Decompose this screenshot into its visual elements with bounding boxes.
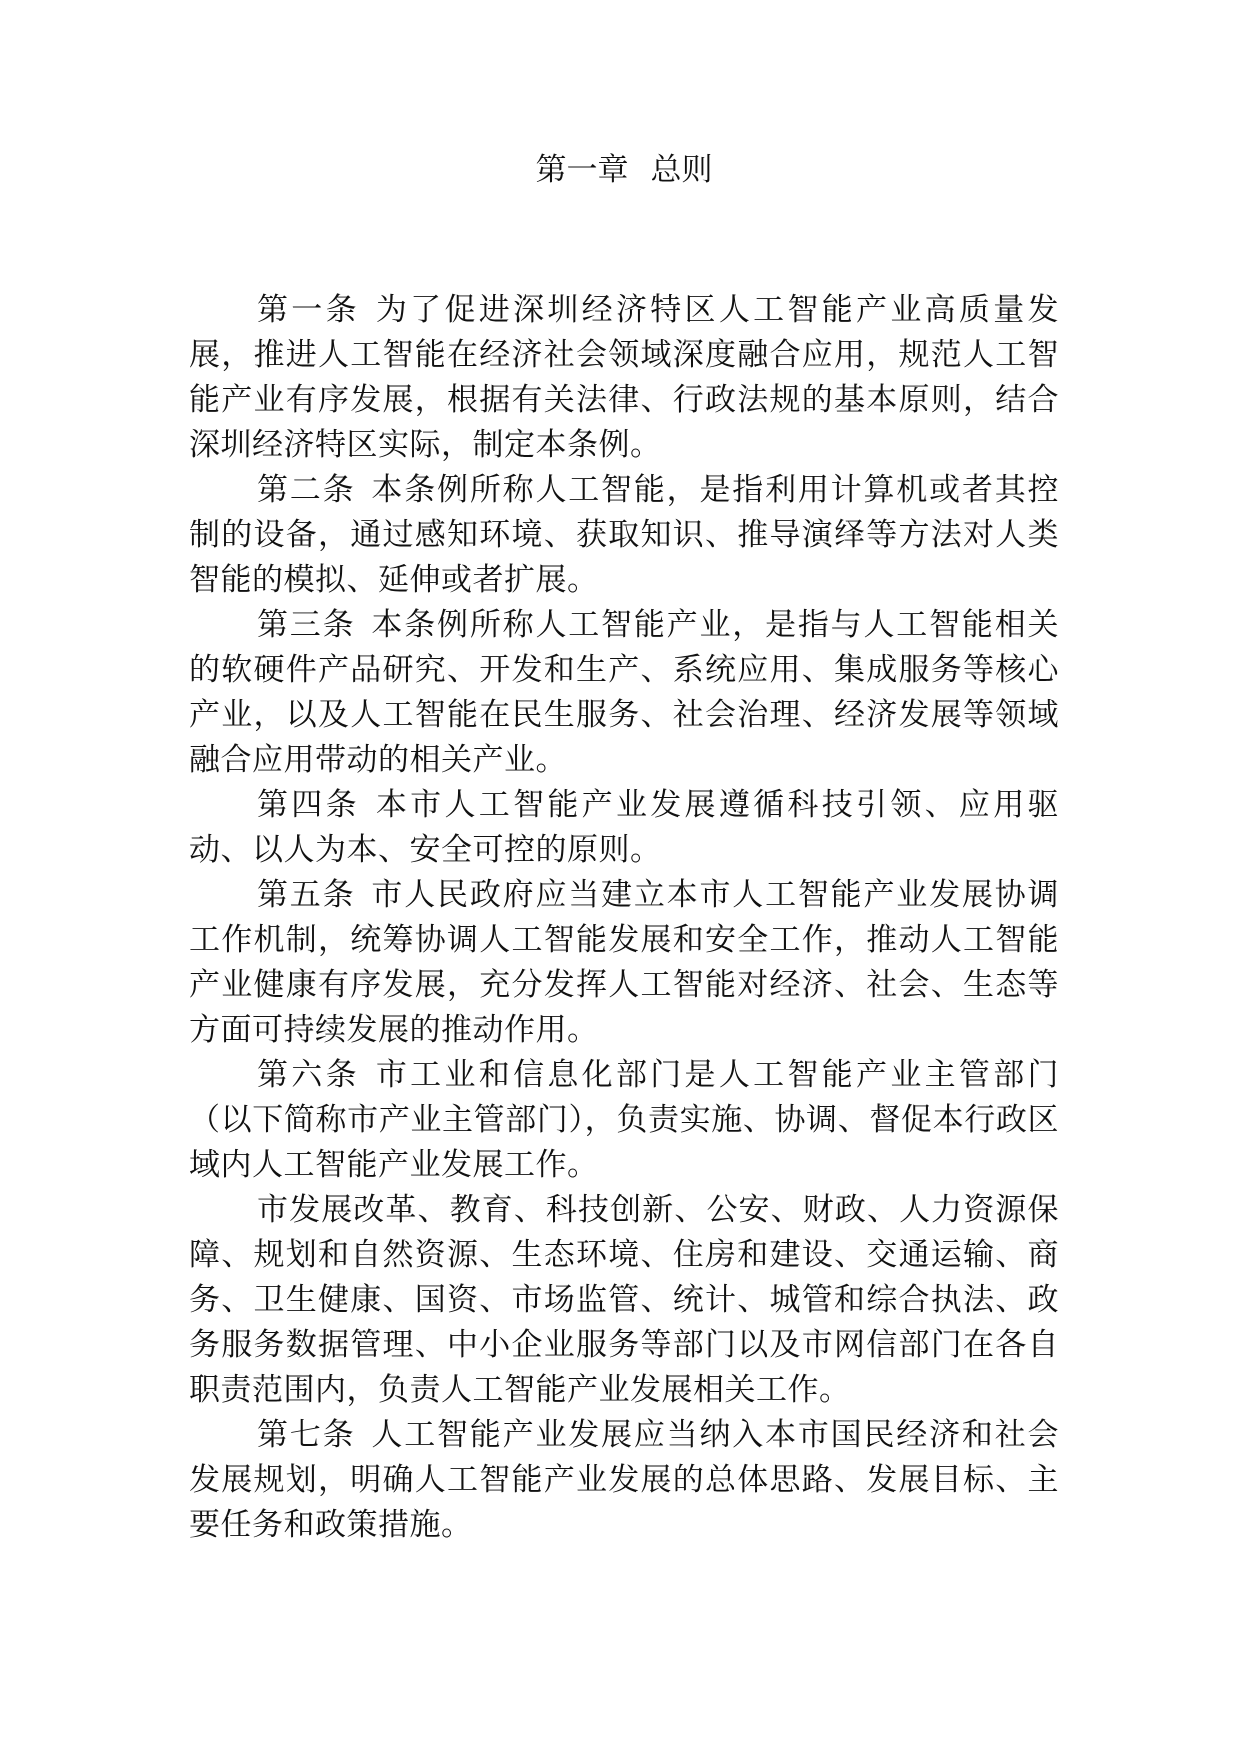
chapter-title: [189, 150, 1059, 190]
article-text: 市人民政府应当建立本市人工智能产业发展协调工作机制，统筹协调人工智能发展和安全工作，推动人工智能产业健康有序发展，充分发挥人工智能对经济、社会、生态等方面可持续发展的推动作用。: [189, 877, 1060, 1048]
article-list: [189, 288, 1059, 1548]
article-7: [189, 1413, 1059, 1548]
article-label: 第六条: [257, 1057, 360, 1093]
article-5: [189, 873, 1059, 1053]
article-6-paragraph-2: [189, 1188, 1059, 1413]
article-3: [189, 603, 1059, 783]
article-text: 本条例所称人工智能产业，是指与人工智能相关的软硬件产品研究、开发和生产、系统应用、集成服务等核心产业，以及人工智能在民生服务、社会治理、经济发展等领域融合应用带动的相关产业。: [189, 607, 1060, 778]
article-label: 第二条: [257, 472, 356, 508]
article-label: 第四条: [257, 787, 360, 823]
article-text: 人工智能产业发展应当纳入本市国民经济和社会发展规划，明确人工智能产业发展的总体思路、发展目标、主要任务和政策措施。: [189, 1417, 1060, 1543]
article-text: 本条例所称人工智能，是指利用计算机或者其控制的设备，通过感知环境、获取知识、推导演绎等方法对人类智能的模拟、延伸或者扩展。: [189, 472, 1060, 598]
article-text: 本市人工智能产业发展遵循科技引领、应用驱动、以人为本、安全可控的原则。: [189, 787, 1060, 868]
article-4: [189, 783, 1059, 873]
article-2: [189, 468, 1059, 603]
document-page: [189, 150, 1059, 1548]
chapter-number: 第一章: [535, 152, 629, 188]
article-label: 第五条: [257, 877, 356, 913]
article-text: 市工业和信息化部门是人工智能产业主管部门（以下简称市产业主管部门），负责实施、协调、督促本行政区域内人工智能产业发展工作。: [189, 1057, 1060, 1183]
article-label: 第一条: [257, 292, 360, 328]
article-6: [189, 1053, 1059, 1188]
article-label: 第三条: [257, 607, 356, 643]
article-label: 第七条: [257, 1417, 356, 1453]
article-text: 市发展改革、教育、科技创新、公安、财政、人力资源保障、规划和自然资源、生态环境、住房和建设、交通运输、商务、卫生健康、国资、市场监管、统计、城管和综合执法、政务服务数据管理、中小企业服务等部门以及市网信部门在各自职责范围内，负责人工智能产业发展相关工作。: [189, 1192, 1059, 1408]
chapter-name: 总则: [650, 152, 713, 188]
article-1: [189, 288, 1059, 468]
article-text: 为了促进深圳经济特区人工智能产业高质量发展，推进人工智能在经济社会领域深度融合应用，规范人工智能产业有序发展，根据有关法律、行政法规的基本原则，结合深圳经济特区实际，制定本条例。: [189, 292, 1060, 463]
